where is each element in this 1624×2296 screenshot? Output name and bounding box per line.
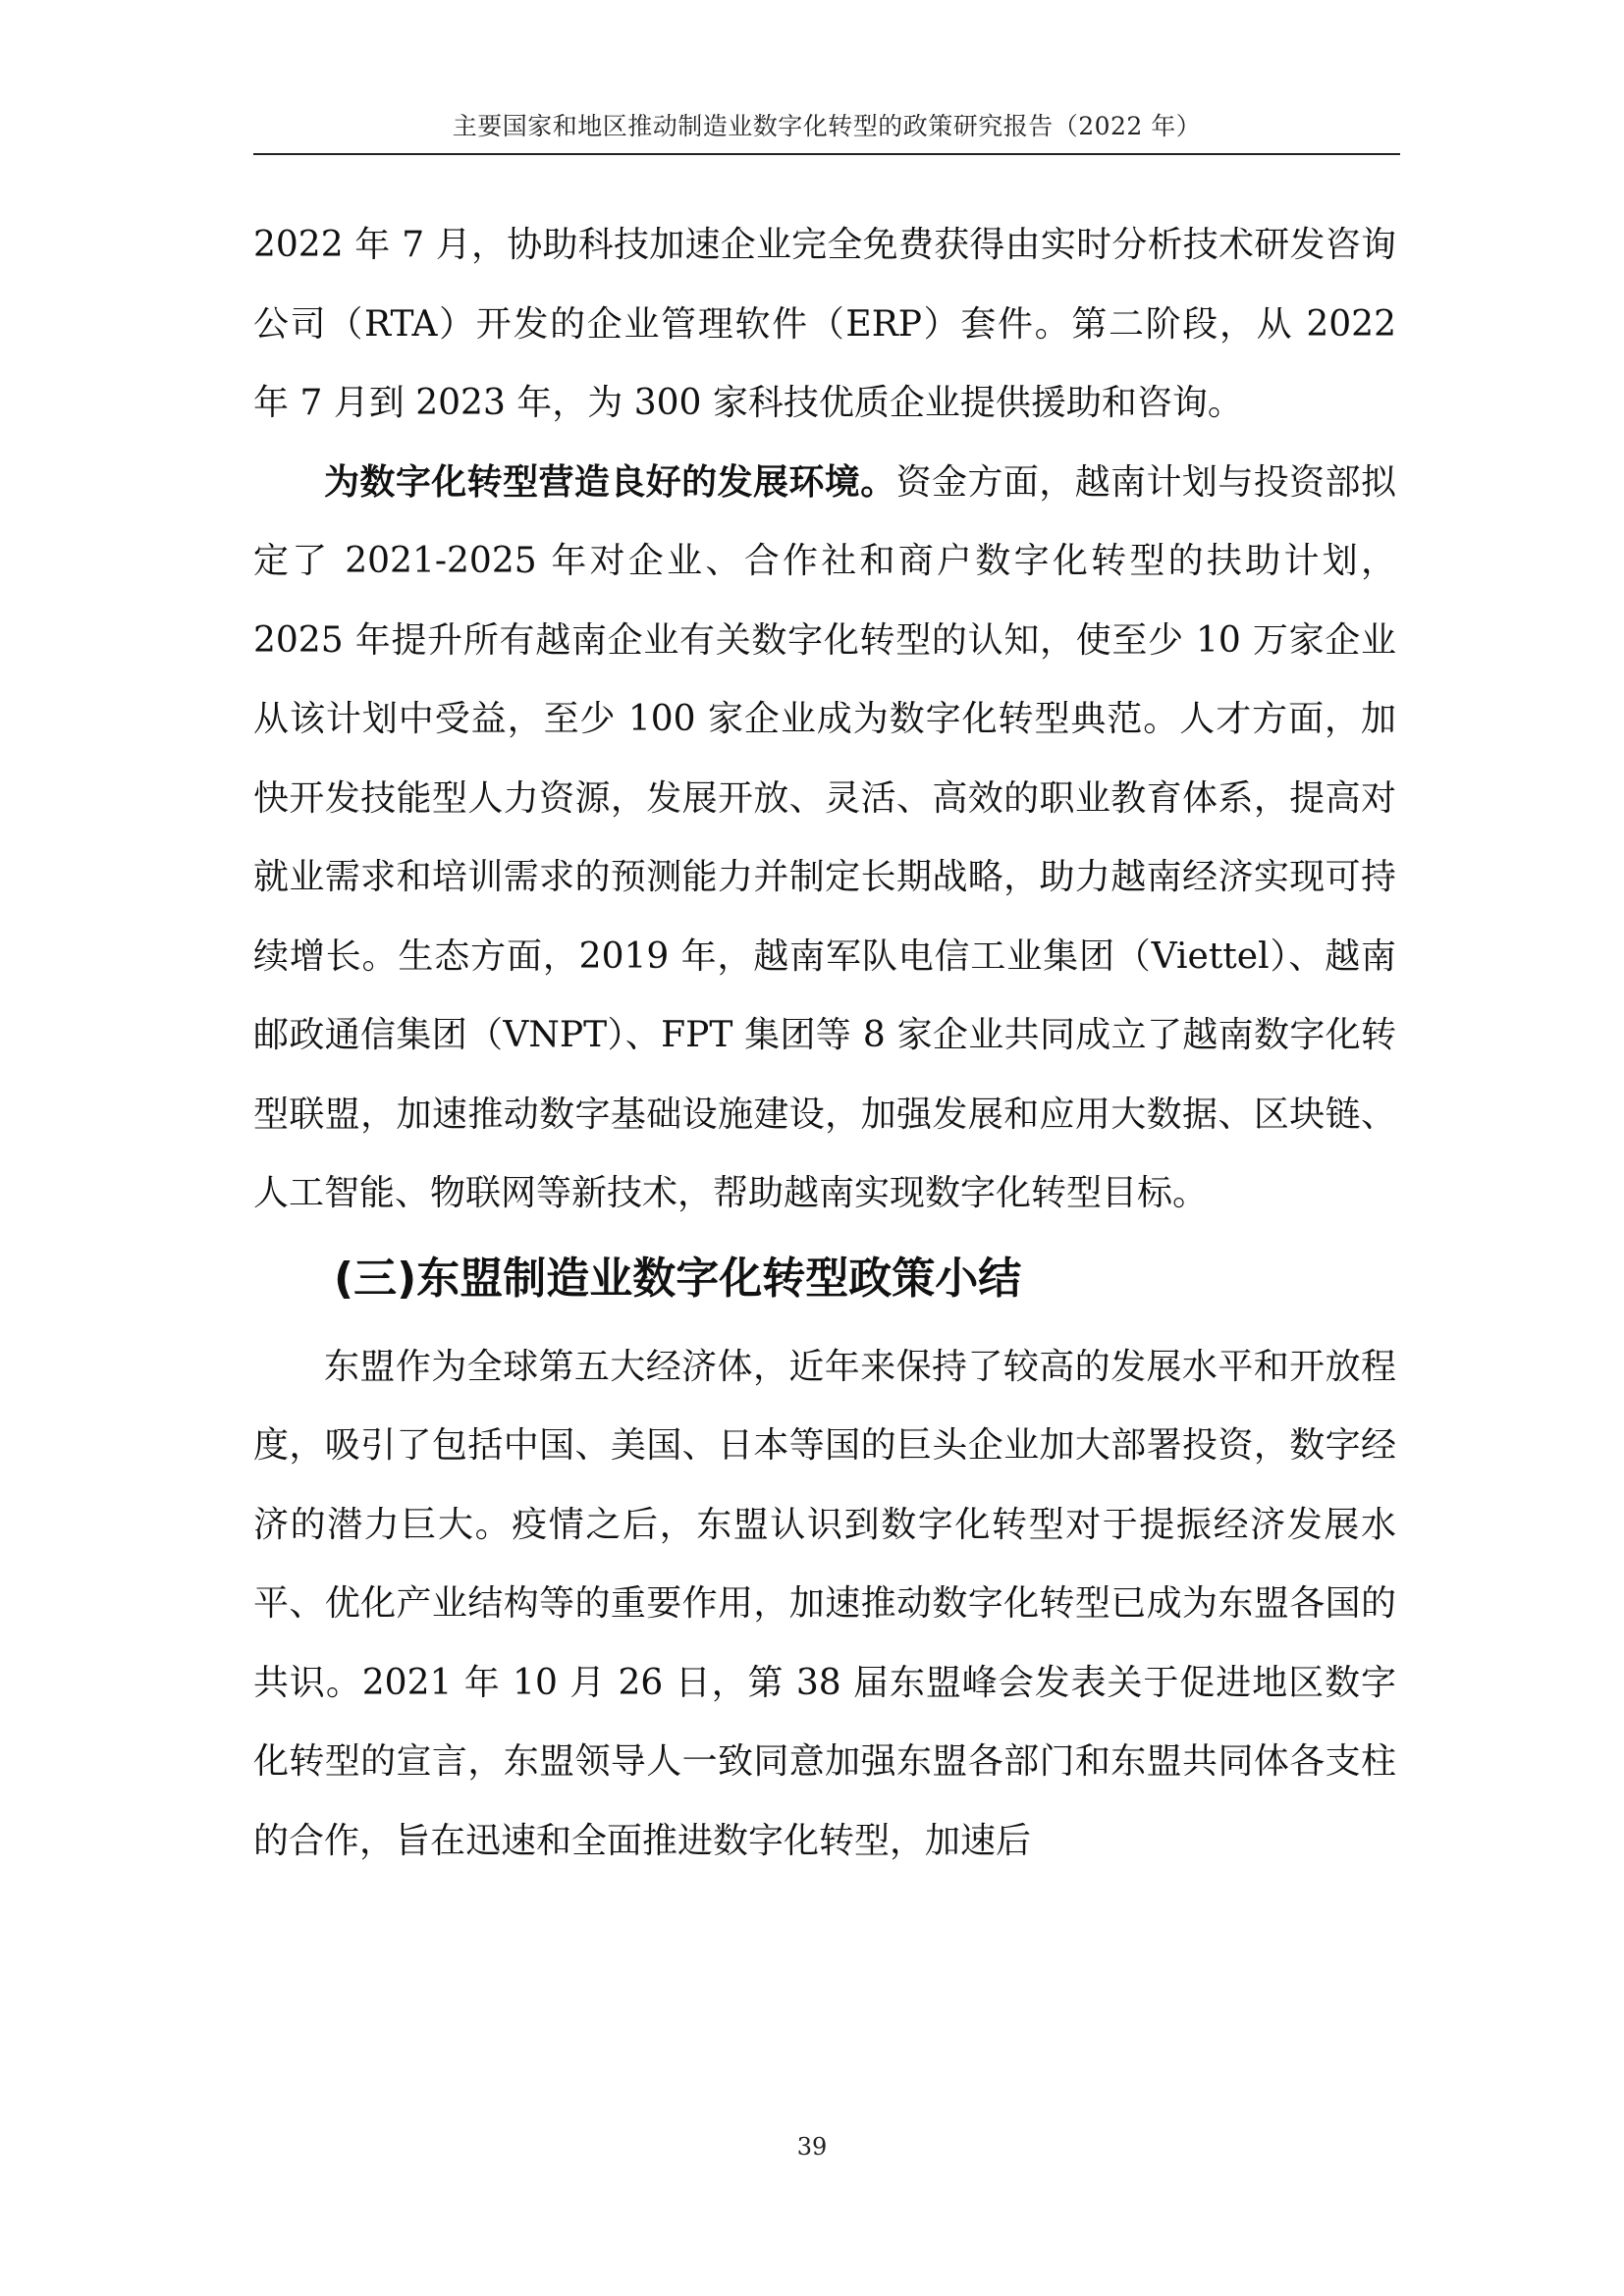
paragraph-vietnam-environment	[253, 444, 1396, 1234]
running-header: 主要国家和地区推动制造业数字化转型的政策研究报告（2022 年）	[452, 112, 1202, 140]
paragraph-body-text: 资金方面，越南计划与投资部拟定了 2021-2025 年对企业、合作社和商户数字化转型的扶助计划，2025 年提升所有越南企业有关数字化转型的认知，使至少 10 万家企业从该计划中受益，至少 100 家企业成为数字化转型典范。人才方面，加快开发技能型人力资源，发展开放、灵活、高效的职业教育体系，提高对就业需求和培训需求的预测能力并制定长期战略，助力越南经济实现可持续增长。生态方面，2019 年，越南军队电信工业集团（Viettel）、越南邮政通信集团（VNPT）、FPT 集团等 8 家企业共同成立了越南数字化转型联盟，加速推动数字基础设施建设，加强发展和应用大数据、区块链、人工智能、物联网等新技术，帮助越南实现数字化转型目标。	[253, 461, 1396, 1213]
page-content	[253, 206, 1396, 1881]
header-rule	[253, 153, 1400, 155]
section-heading: (三)东盟制造业数字化转型政策小结	[334, 1253, 1022, 1304]
page-number: 39	[796, 2133, 828, 2161]
paragraph-lead-phrase: 为数字化转型营造良好的发展环境。	[324, 461, 896, 503]
paragraph-asean-summary: 东盟作为全球第五大经济体，近年来保持了较高的发展水平和开放程度，吸引了包括中国、美国、日本等国的巨头企业加大部署投资，数字经济的潜力巨大。疫情之后，东盟认识到数字化转型对于提振经济发展水平、优化产业结构等的重要作用，加速推动数字化转型已成为东盟各国的共识。2021 年 10 月 26 日，第 38 届东盟峰会发表关于促进地区数字化转型的宣言，东盟领导人一致同意加强东盟各部门和东盟共同体各支柱的合作，旨在迅速和全面推进数字化转型，加速后	[253, 1346, 1396, 1861]
paragraph-continued: 2022 年 7 月，协助科技加速企业完全免费获得由实时分析技术研发咨询公司（RTA）开发的企业管理软件（ERP）套件。第二阶段，从 2022 年 7 月到 2023 年，为 300 家科技优质企业提供援助和咨询。	[253, 225, 1396, 423]
